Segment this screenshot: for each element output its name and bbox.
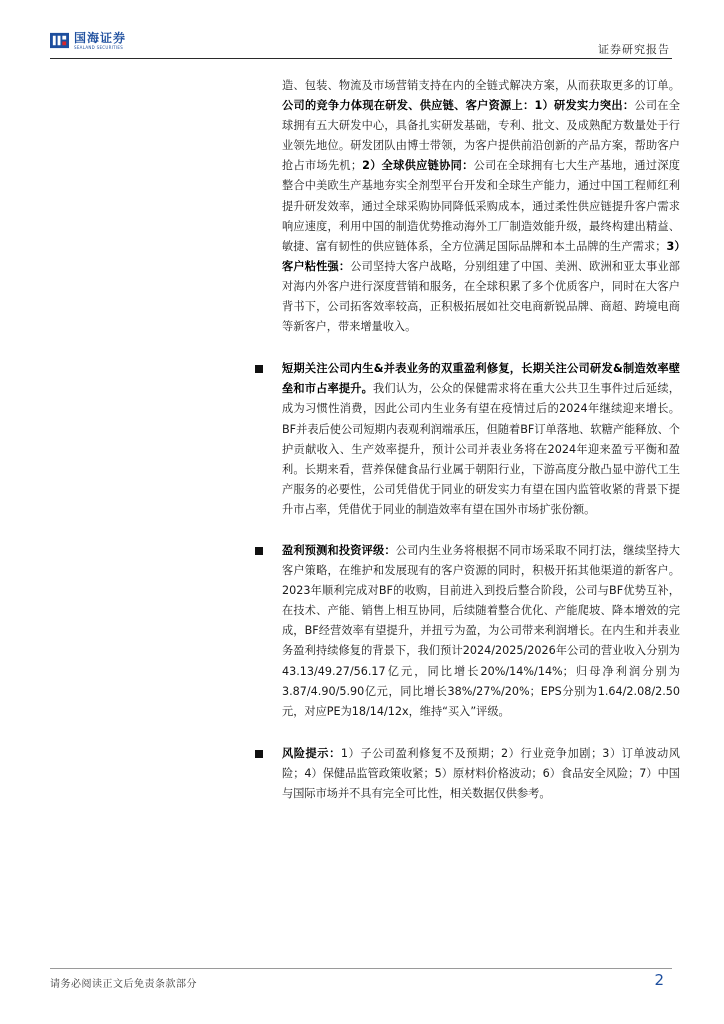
bold-segment: 2）全球供应链协同： xyxy=(362,159,474,173)
text-segment: 公司在全球拥有五大研发中心，具备扎实研发基础，专利、批文、及成熟配方数量处于行业领先地位。研发团队由博士带领，为客户提供前沿创新的产品方案，帮助客户抢占市场先机； xyxy=(282,99,680,173)
report-type-label: 证券研究报告 xyxy=(598,43,670,56)
text-segment: 造、包装、物流及市场营销支持在内的全链式解决方案，从而获取更多的订单。 xyxy=(282,79,680,92)
bold-segment: 3）客户粘性强： xyxy=(282,239,680,273)
paragraph-risk-warning xyxy=(282,744,680,804)
logo-chinese-name: 国海证券 xyxy=(74,30,127,45)
footer-disclaimer: 请务必阅读正文后免责条款部分 xyxy=(50,979,197,990)
paragraph-earnings-forecast xyxy=(282,541,680,722)
text-segment: 我们认为，公众的保健需求将在重大公共卫生事件过后延续，成为习惯性消费，因此公司内生业务有望在疫情过后的2024年继续迎来增长。BF并表后使公司短期内表观利润端承压，但随着BF订单落地、软糖产能释放、个护贡献收入、生产效率提升，预计公司并表业务将在2024年迎来盈亏平衡和盈利。长期来看，营养保健食品行业属于朝阳行业，下游高度分散凸显中游代工生产服务的必要性，公司凭借优于同业的研发实力有望在国内监管收紧的背景下提升市占率，凭借优于同业的制造效率有望在国外市场扩张份额。 xyxy=(282,382,680,516)
text-segment: 公司坚持大客户战略，分别组建了中国、美洲、欧洲和亚太事业部对海内外客户进行深度营销和服务，在全球积累了多个优质客户，同时在大客户背书下，公司拓客效率较高，正积极拓展如社交电商新锐品牌、商超、跨境电商等新客户，带来增量收入。 xyxy=(282,259,680,334)
paragraph-profit-recovery xyxy=(282,359,680,520)
text-segment: 公司在全球拥有七大生产基地，通过深度整合中美欧生产基地夯实全剂型平台开发和全球生产能力，通过中国工程师红利提升研发效率，通过全球采购协同降低采购成本，通过柔性供应链提升客户需求响应速度，利用中国的制造优势推动海外工厂制造效能升级，最终构建出精益、敏捷、富有韧性的供应链体系，全方位满足国际品牌和本土品牌的生产需求； xyxy=(282,159,680,253)
text-segment: 公司内生业务将根据不同市场采取不同打法，继续坚持大客户策略，在维护和发展现有的客户资源的同时，积极开拓其他渠道的新客户。2023年顺利完成对BF的收购，目前进入到投后整合阶段，公司与BF优势互补，在技术、产能、销售上相互协同，后续随着整合优化、产能爬坡、降本增效的完成，BF经营效率有望提升，并扭亏为盈，为公司带来利润增长。在内生和并表业务盈利持续修复的背景下，我们预计2024/2025/2026年公司的营业收入分别为43.13/49.27/56.17亿元，同比增长20%/14%/14%；归母净利润分别为3.87/4.90/5.90亿元，同比增长38%/27%/20%；EPS分别为1.64/2.08/2.50元，对应PE为18/14/12x，维持“买入”评级。 xyxy=(282,543,680,718)
text-segment: 1）子公司盈利修复不及预期；2）行业竞争加剧；3）订单波动风险；4）保健品监管政策收紧；5）原材料价格波动；6）食品安全风险；7）中国与国际市场并不具有完全可比性，相关数据仅供参考。 xyxy=(282,746,680,800)
sealand-logo-icon xyxy=(50,31,69,50)
bold-segment: 盈利预测和投资评级： xyxy=(282,543,396,557)
company-logo xyxy=(50,31,126,50)
report-body xyxy=(282,76,680,804)
bold-segment: 短期关注公司内生&并表业务的双重盈利修复，长期关注公司研发&制造效率壁垒和市占率提升。 xyxy=(282,362,680,396)
footer-divider xyxy=(50,968,672,969)
bold-segment: 公司的竞争力体现在研发、供应链、客户资源上：1）研发实力突出： xyxy=(282,99,635,113)
page-header xyxy=(0,0,724,60)
header-divider xyxy=(50,58,672,59)
logo-english-name: SEALAND SECURITIES xyxy=(74,44,124,50)
bold-segment: 风险提示： xyxy=(282,746,341,760)
paragraph-competitiveness xyxy=(282,76,680,337)
page-number: 2 xyxy=(654,971,664,989)
